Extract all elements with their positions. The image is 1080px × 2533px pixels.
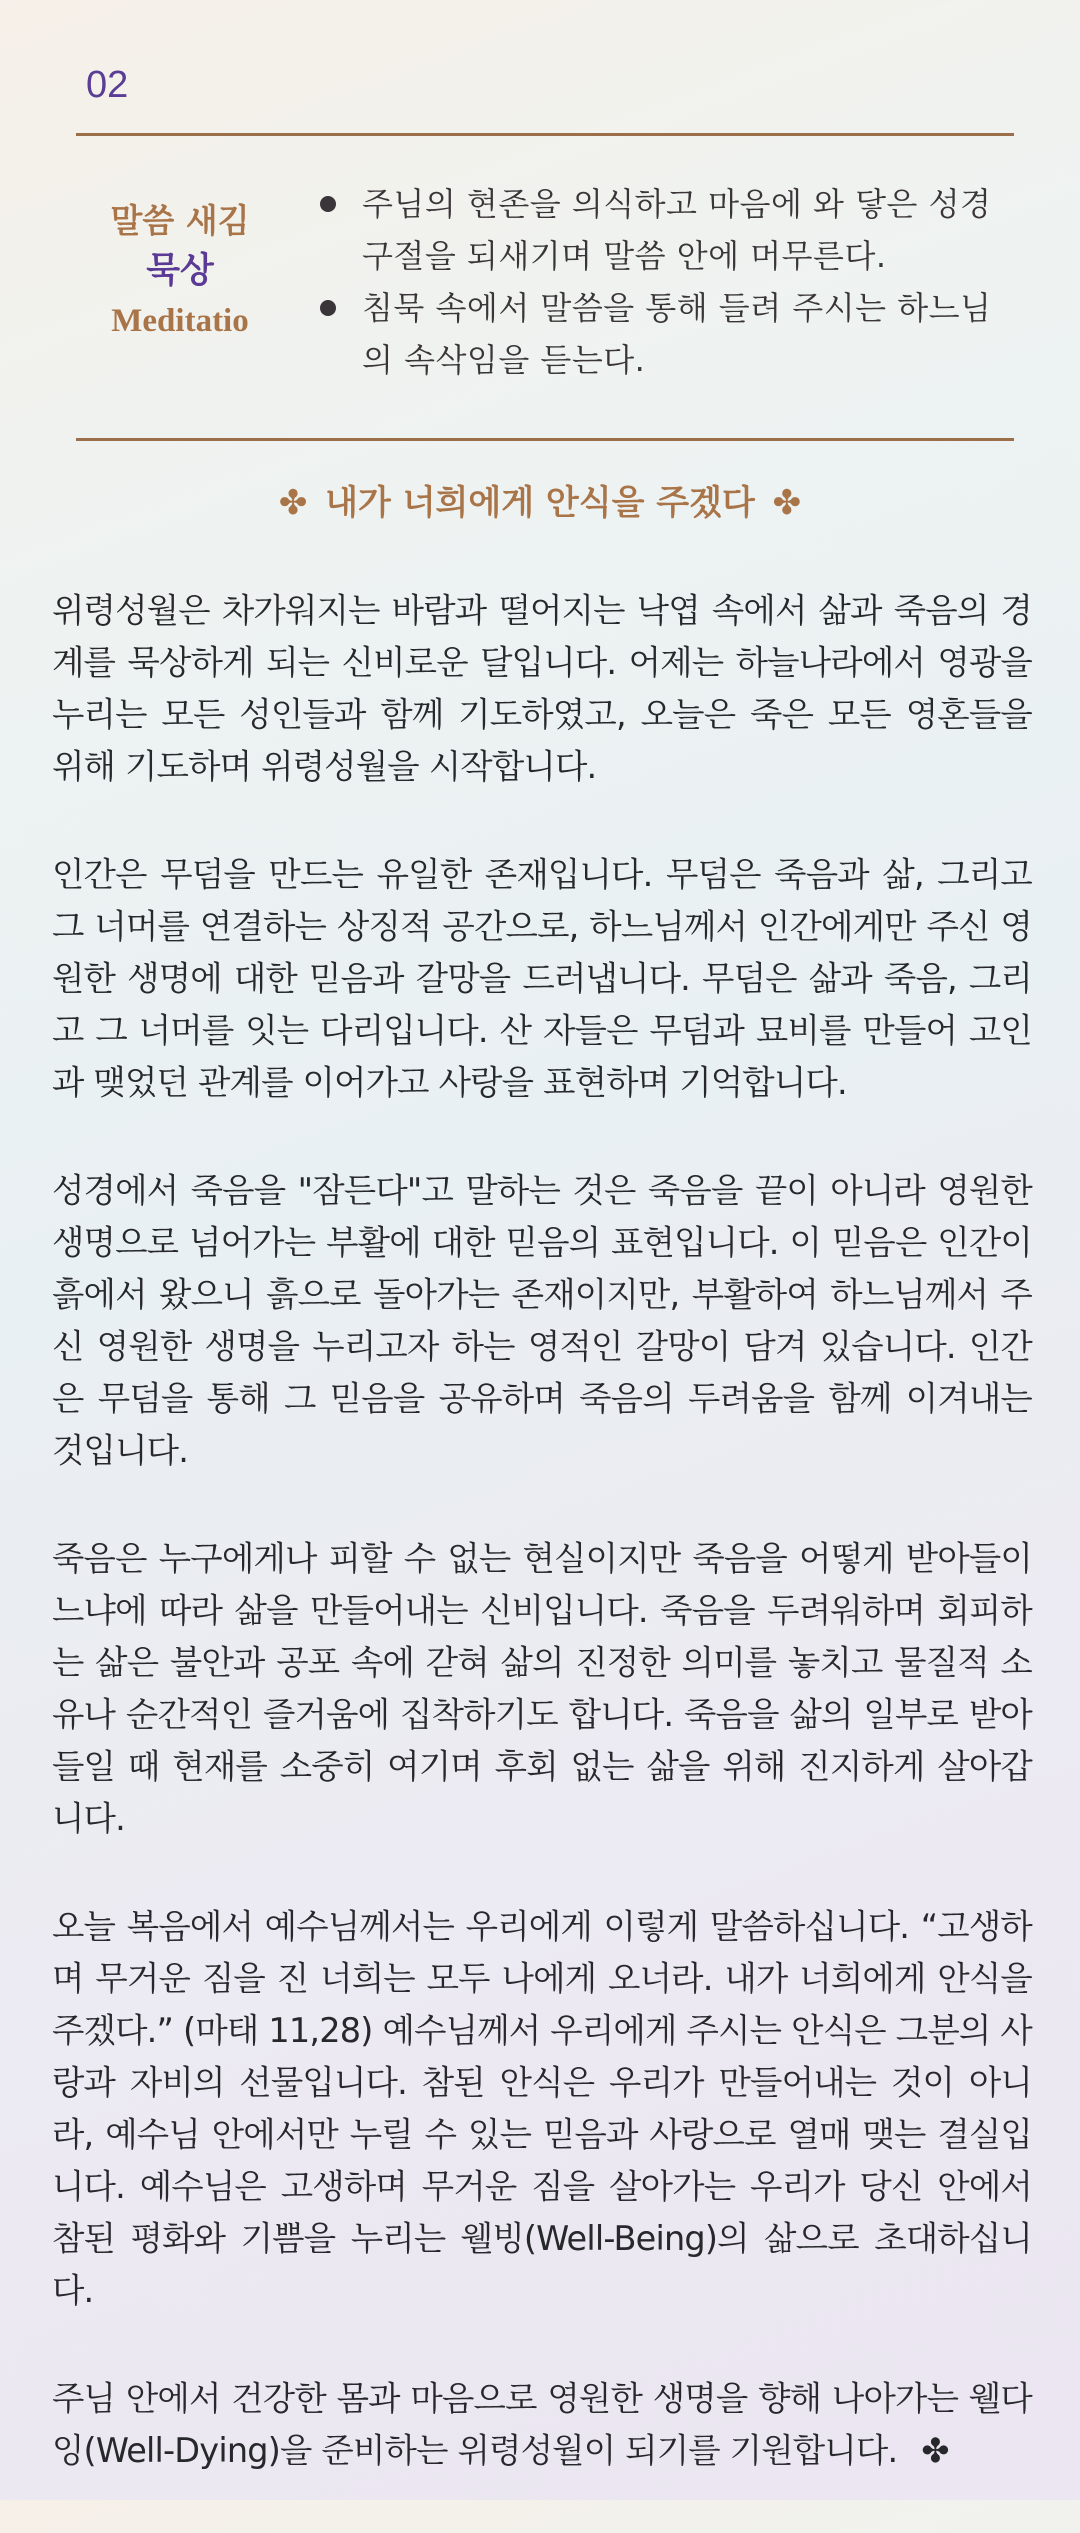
paragraph: 오늘 복음에서 예수님께서는 우리에게 이렇게 말씀하십니다. “고생하며 무거운 짐을 진 너희는 모두 나에게 오너라. 내가 너희에게 안식을 주겠다.” (마태 11,28) 예수님께서 우리에게 주시는 안식은 그분의 사랑과 자비의 선물입니다. 참된 안식은 우리가 만들어내는 것이 아니라, 예수님 안에서만 누릴 수 있는 믿음과 사랑으로 열매 맺는 결실입니다. 예수님은 고생하며 무거운 짐을 살아가는 우리가 당신 안에서 참된 평화와 기쁨을 누리는 웰빙(Well-Being)의 삶으로 초대하십니다.	[52, 1907, 1032, 2310]
paragraph: 위령성월은 차가워지는 바람과 떨어지는 낙엽 속에서 삶과 죽음의 경계를 묵상하게 되는 신비로운 달입니다. 어제는 하늘나라에서 영광을 누리는 모든 성인들과 함께 기도하였고, 오늘은 죽은 모든 영혼들을 위해 기도하며 위령성월을 시작합니다.	[52, 591, 1032, 786]
tag-line-1: 말씀 새김	[110, 201, 250, 240]
paragraph: 성경에서 죽음을 "잠든다"고 말하는 것은 죽음을 끝이 아니라 영원한 생명으로 넘어가는 부활에 대한 믿음의 표현입니다. 이 믿음은 인간이 흙에서 왔으니 흙으로 돌아가는 존재이지만, 부활하여 하느님께서 주신 영원한 생명을 누리고자 하는 영적인 갈망이 담겨 있습니다. 인간은 무덤을 통해 그 믿음을 공유하며 죽음의 두려움을 함께 이겨내는 것입니다.	[52, 1171, 1032, 1470]
section-tag	[80, 196, 280, 346]
bullet-icon	[320, 196, 336, 212]
headline	[0, 475, 1080, 524]
instruction-item	[320, 282, 1020, 386]
clover-ornament-icon: ✤	[772, 483, 802, 523]
tag-line-2: 묵상	[146, 251, 214, 291]
instruction-list	[320, 178, 1020, 386]
bottom-divider	[76, 438, 1014, 441]
bullet-icon	[320, 300, 336, 316]
meditation-body	[52, 585, 1032, 2533]
section-number: 02	[86, 64, 129, 106]
clover-ornament-icon: ✤	[921, 2431, 949, 2470]
clover-ornament-icon: ✤	[278, 483, 308, 523]
paragraph: 죽음은 누구에게나 피할 수 없는 현실이지만 죽음을 어떻게 받아들이느냐에 따라 삶을 만들어내는 신비입니다. 죽음을 두려워하며 회피하는 삶은 불안과 공포 속에 갇혀 삶의 진정한 의미를 놓치고 물질적 소유나 순간적인 즐거움에 집착하기도 합니다. 죽음을 삶의 일부로 받아들일 때 현재를 소중히 여기며 후회 없는 삶을 위해 진지하게 살아갑니다.	[52, 1539, 1032, 1838]
top-divider	[76, 133, 1014, 136]
headline-text: 내가 너희에게 안식을 주겠다	[325, 483, 755, 523]
instruction-text: 침묵 속에서 말씀을 통해 들려 주시는 하느님의 속삭임을 듣는다.	[362, 289, 992, 379]
final-paragraph-text: 주님 안에서 건강한 몸과 마음으로 영원한 생명을 향해 나아가는 웰다잉(Well-Dying)을 준비하는 위령성월이 되기를 기원합니다.	[52, 2379, 1032, 2470]
paragraph-final	[52, 2373, 1032, 2477]
instruction-text: 주님의 현존을 의식하고 마음에 와 닿은 성경구절을 되새기며 말씀 안에 머무른다.	[362, 185, 992, 275]
tag-line-3: Meditatio	[111, 303, 249, 339]
paragraph: 인간은 무덤을 만드는 유일한 존재입니다. 무덤은 죽음과 삶, 그리고 그 너머를 연결하는 상징적 공간으로, 하느님께서 인간에게만 주신 영원한 생명에 대한 믿음과 갈망을 드러냅니다. 무덤은 삶과 죽음, 그리고 그 너머를 잇는 다리입니다. 산 자들은 무덤과 묘비를 만들어 고인과 맺었던 관계를 이어가고 사랑을 표현하며 기억합니다.	[52, 855, 1032, 1102]
instruction-item	[320, 178, 1020, 282]
